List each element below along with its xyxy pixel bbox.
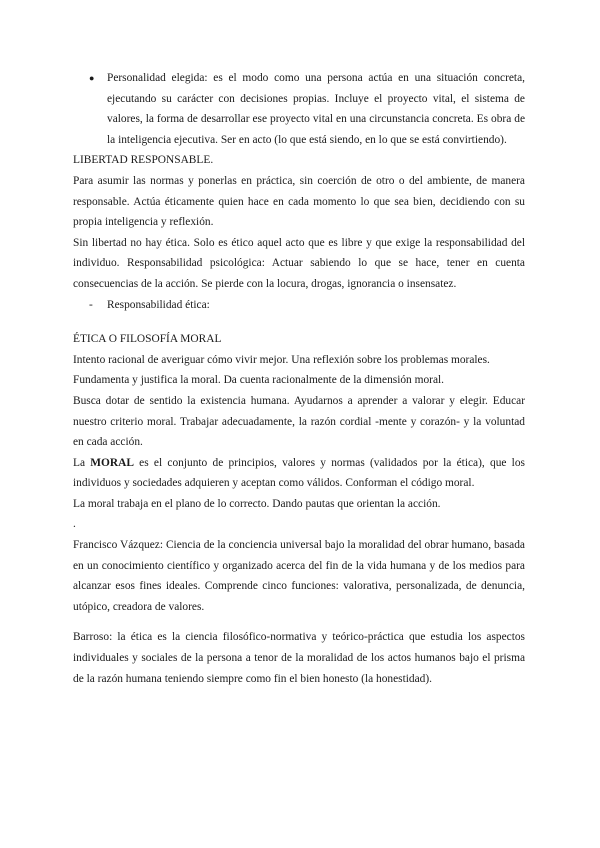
dash-list-item [73, 295, 525, 316]
paragraph-libertad-1: Para asumir las normas y ponerlas en práctica, sin coerción de otro o del ambiente, de manera responsable. Actúa éticamente quien hace en cada momento lo que sea bien, decidiendo con su propia inteligencia y reflexión. [73, 174, 525, 229]
spacer [73, 315, 525, 329]
paragraph-moral-definition [73, 453, 525, 494]
moral-definition-text: es el conjunto de principios, valores y normas (validados por la ética), que los individuos y sociedades adquieren y aceptan como válidos. Conforman el código moral. [73, 456, 525, 490]
paragraph-etica-3: Busca dotar de sentido la existencia humana. Ayudarnos a aprender a valorar y elegir. Educar nuestro criterio moral. Trabajar adecuadamente, la razón cordial -mente y corazón- y la voluntad en cada acción. [73, 394, 525, 449]
bullet-list-item [73, 68, 525, 150]
document-body [73, 68, 525, 689]
heading-libertad-responsable: LIBERTAD RESPONSABLE. [73, 154, 214, 167]
moral-prefix: La [73, 456, 91, 469]
heading-etica-filosofia-moral: ÉTICA O FILOSOFÍA MORAL [73, 333, 222, 346]
paragraph-etica-1: Intento racional de averiguar cómo vivir mejor. Una reflexión sobre los problemas morales. [73, 353, 490, 366]
paragraph-etica-2: Fundamenta y justifica la moral. Da cuenta racionalmente de la dimensión moral. [73, 374, 445, 387]
paragraph-libertad-2: Sin libertad no hay ética. Solo es ético aquel acto que es libre y que exige la responsabilidad del individuo. Responsabilidad psicológica: Actuar sabiendo lo que se hace, tener en cuenta consecuencias de la acción. Se pierde con la locura, drogas, ignorancia o insensatez. [73, 236, 525, 290]
bullet-marker: ● [89, 73, 95, 83]
dash-responsabilidad-text: Responsabilidad ética: [107, 298, 210, 311]
dot-line: . [73, 518, 76, 531]
paragraph-barroso: Barroso: la ética es la ciencia filosófico-normativa y teórico-práctica que estudia los aspectos individuales y sociales de la persona a tenor de la moralidad de los actos humanos bajo el prisma de la razón humana teniendo siempre como fin el bien honesto (la honestidad). [73, 631, 525, 685]
dash-marker: - [89, 298, 93, 311]
paragraph-vazquez: Francisco Vázquez: Ciencia de la conciencia universal bajo la moralidad del obrar humano, basada en un conocimiento científico y organizado acerca del fin de la vida humana y de los medios para alcanzar esos fines ideales. Comprende cinco funciones: valorativa, personalizada, de denuncia, utópico, creadora de valores. [73, 539, 525, 613]
spacer [73, 617, 525, 627]
moral-bold-term: MORAL [90, 456, 134, 469]
bullet-personalidad-text: Personalidad elegida: es el modo como una persona actúa en una situación concreta, ejecutando su carácter con decisiones propias. Incluye el proyecto vital, el sistema de valores, la forma de desarrollar ese proyecto vital en una circunstancia concreta. Es obra de la inteligencia ejecutiva. Ser en acto (lo que está siendo, en lo que se está convirtiendo). [107, 72, 525, 146]
paragraph-moral-2: La moral trabaja en el plano de lo correcto. Dando pautas que orientan la acción. [73, 497, 441, 510]
